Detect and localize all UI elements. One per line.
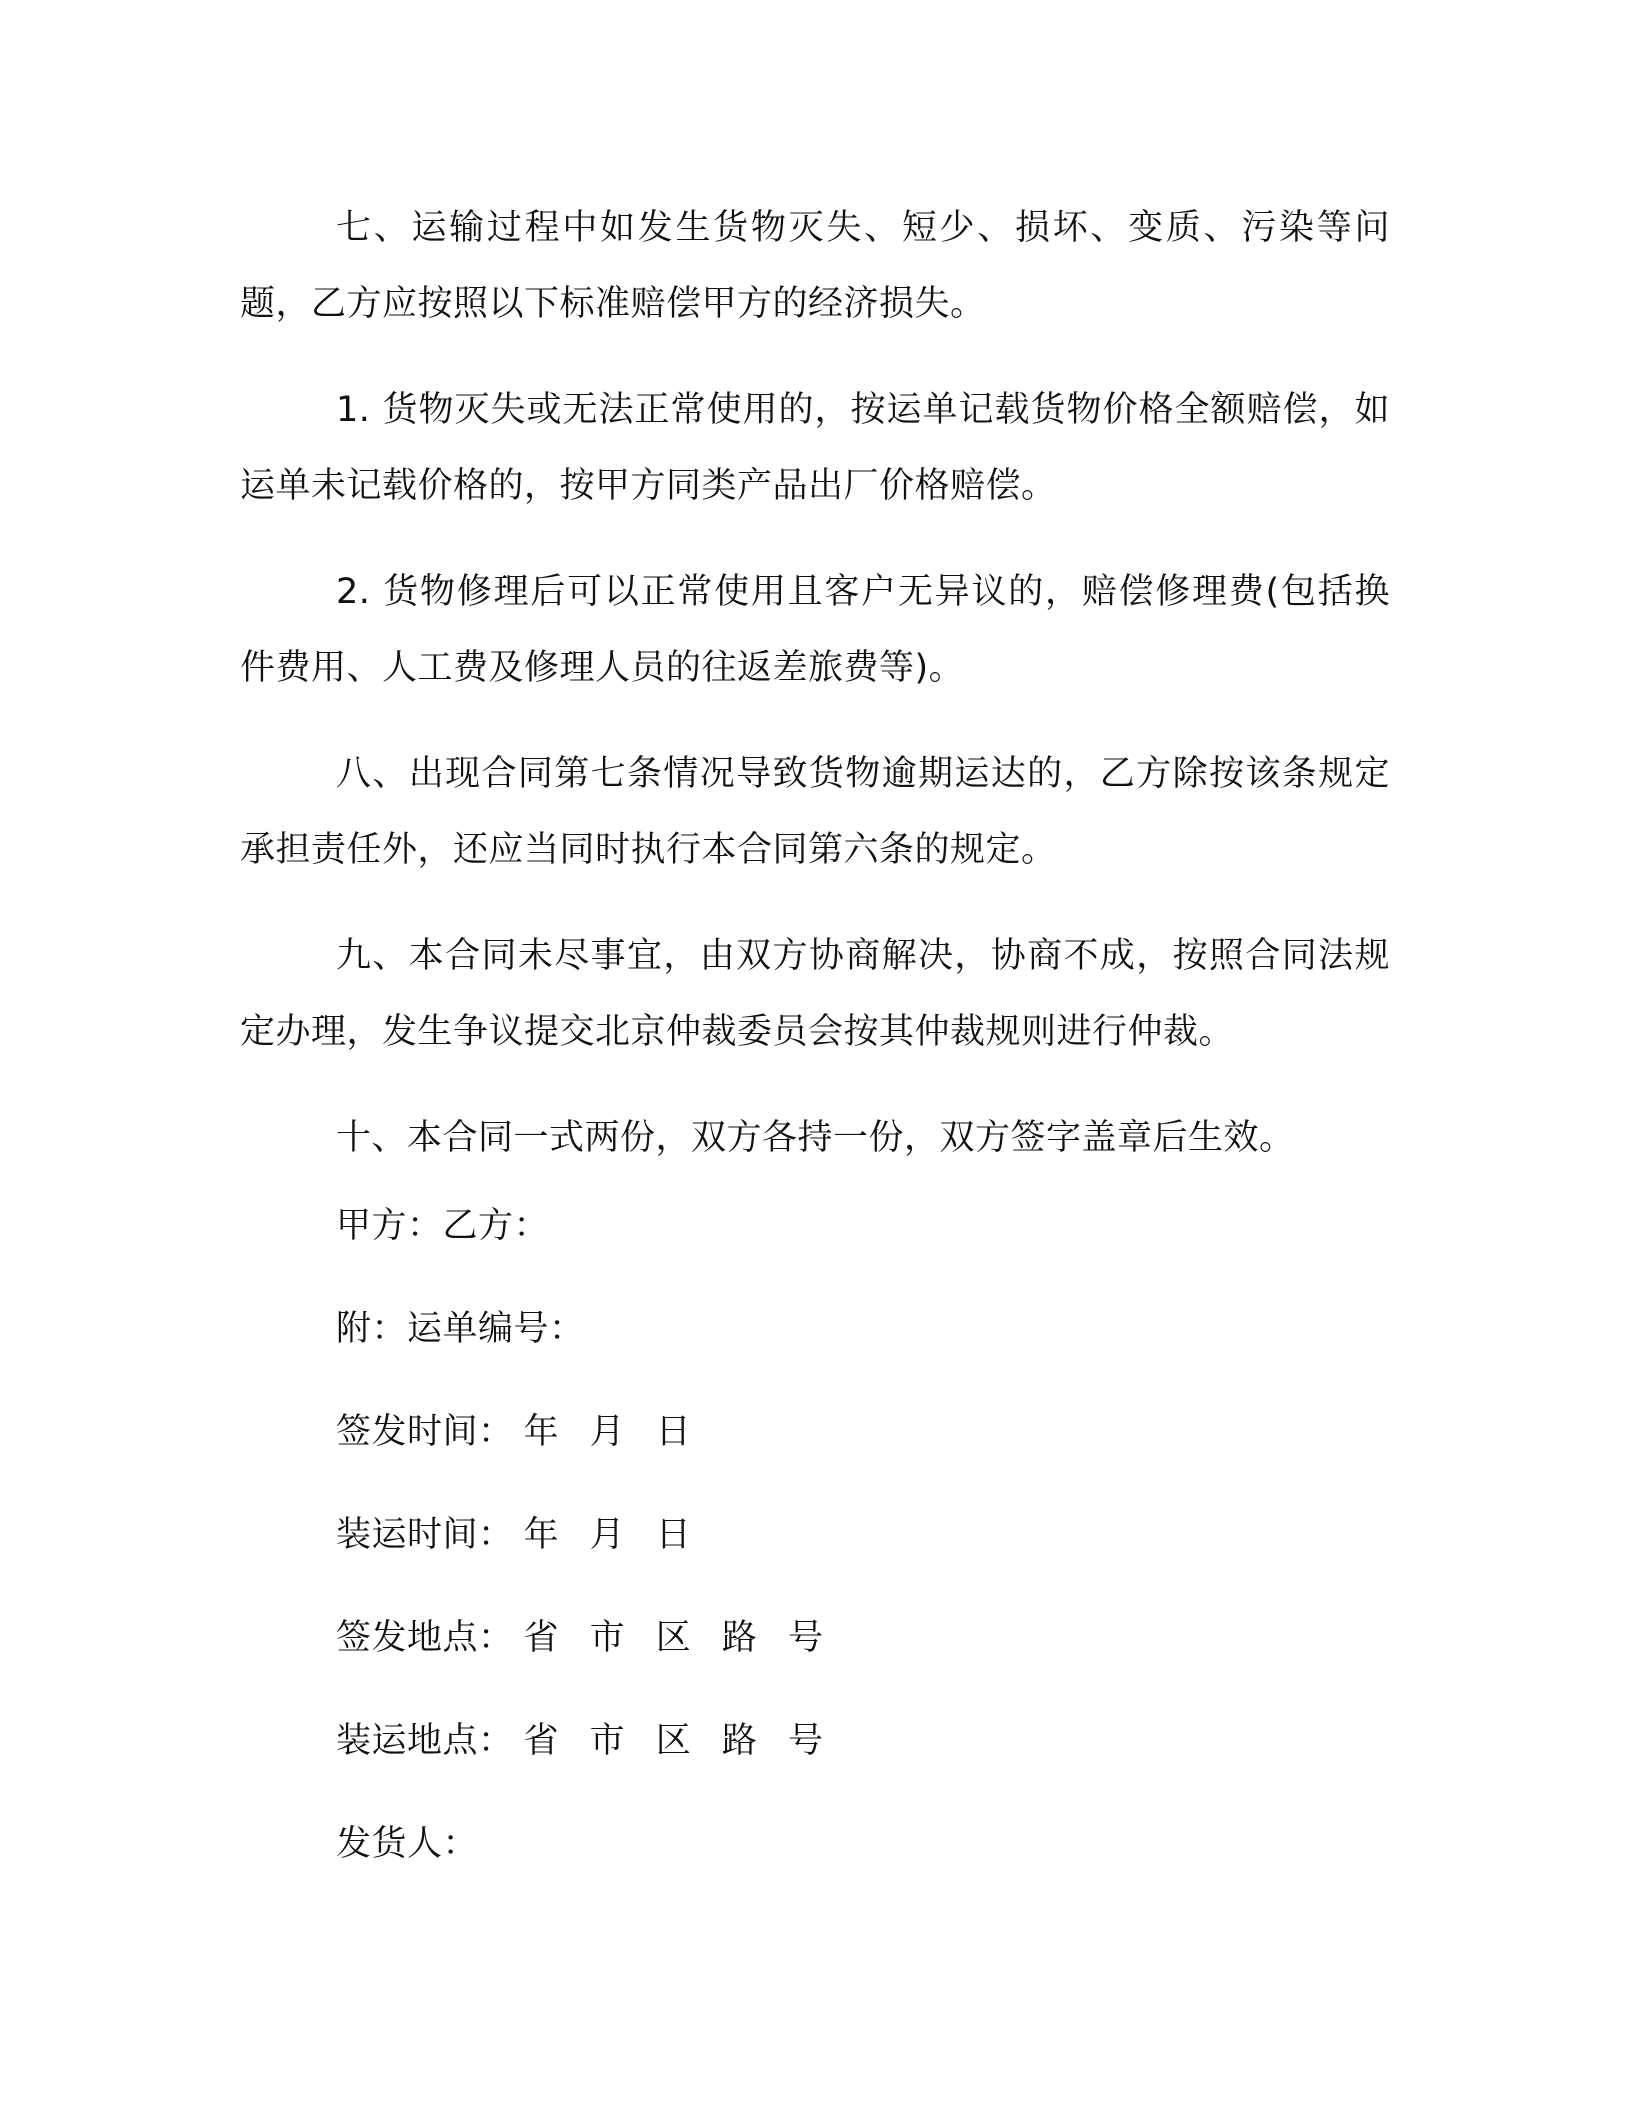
clause-7: 七、运输过程中如发生货物灭失、短少、损坏、变质、污染等问题，乙方应按照以下标准赔偿甲方的经济损失。: [240, 208, 1390, 324]
shipping-time-value: 年 月 日: [523, 1515, 701, 1555]
clause-10: 十、本合同一式两份，双方各持一份，双方签字盖章后生效。: [336, 1118, 1295, 1158]
document-body: [240, 190, 1390, 1927]
shipping-time-label: 装运时间：: [336, 1515, 514, 1555]
parties-line: [240, 1206, 1390, 1309]
issue-place-line: [240, 1618, 1390, 1721]
issue-place-value: 省 市 区 路 号: [523, 1618, 834, 1658]
issue-time-label: 签发时间：: [336, 1412, 514, 1452]
shipping-place-label: 装运地点：: [336, 1721, 514, 1761]
shipper-label: 发货人：: [336, 1824, 479, 1864]
shipping-time-line: [240, 1515, 1390, 1618]
shipping-place-line: [240, 1721, 1390, 1824]
waybill-number-label: 附：运单编号：: [336, 1309, 585, 1349]
shipper-line: [240, 1824, 1390, 1927]
attachment-line: [240, 1309, 1390, 1412]
clause-7-item-2: 2. 货物修理后可以正常使用且客户无异议的，赔偿修理费(包括换件费用、人工费及修理人员的往返差旅费等)。: [240, 572, 1390, 688]
issue-time-line: [240, 1412, 1390, 1515]
issue-time-value: 年 月 日: [523, 1412, 701, 1452]
clause-9: 九、本合同未尽事宜，由双方协商解决，协商不成，按照合同法规定办理，发生争议提交北京仲裁委员会按其仲裁规则进行仲裁。: [240, 936, 1390, 1052]
clause-8: 八、出现合同第七条情况导致货物逾期运达的，乙方除按该条规定承担责任外，还应当同时执行本合同第六条的规定。: [240, 754, 1390, 870]
clause-7-item-1: 1. 货物灭失或无法正常使用的，按运单记载货物价格全额赔偿，如运单未记载价格的，按甲方同类产品出厂价格赔偿。: [240, 390, 1390, 506]
issue-place-label: 签发地点：: [336, 1618, 514, 1658]
shipping-place-value: 省 市 区 路 号: [523, 1721, 834, 1761]
parties-label: 甲方：乙方：: [336, 1206, 550, 1246]
